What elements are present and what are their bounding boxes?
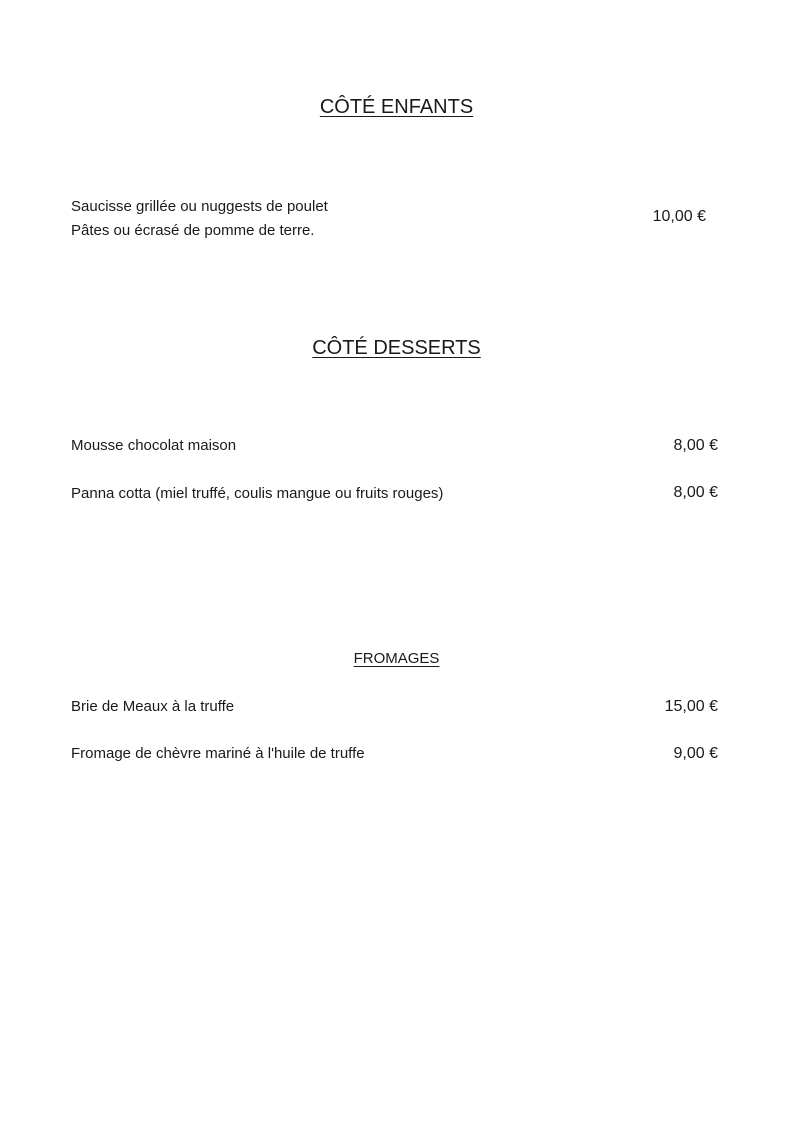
section-title-fromages: FROMAGES (353, 650, 440, 667)
menu-item-price: 15,00 € (664, 698, 718, 715)
menu-item-price: 8,00 € (673, 484, 718, 501)
menu-item-name: Panna cotta (miel truffé, coulis mangue ou fruits rouges) (71, 485, 444, 502)
menu-item-price: 10,00 € (652, 208, 706, 225)
section-title-desserts: CÔTÉ DESSERTS (312, 337, 481, 359)
menu-item-line: Saucisse grillée ou nuggests de poulet (71, 198, 328, 215)
menu-item-price: 9,00 € (673, 745, 718, 762)
section-title-enfants: CÔTÉ ENFANTS (319, 96, 474, 118)
menu-item-line: Pâtes ou écrasé de pomme de terre. (71, 222, 315, 239)
menu-item-enfants (71, 195, 328, 243)
menu-item-name: Brie de Meaux à la truffe (71, 698, 235, 715)
menu-item-name: Fromage de chèvre mariné à l'huile de truffe (71, 745, 365, 762)
menu-item-price: 8,00 € (673, 437, 718, 454)
menu-item-name: Mousse chocolat maison (71, 437, 237, 454)
